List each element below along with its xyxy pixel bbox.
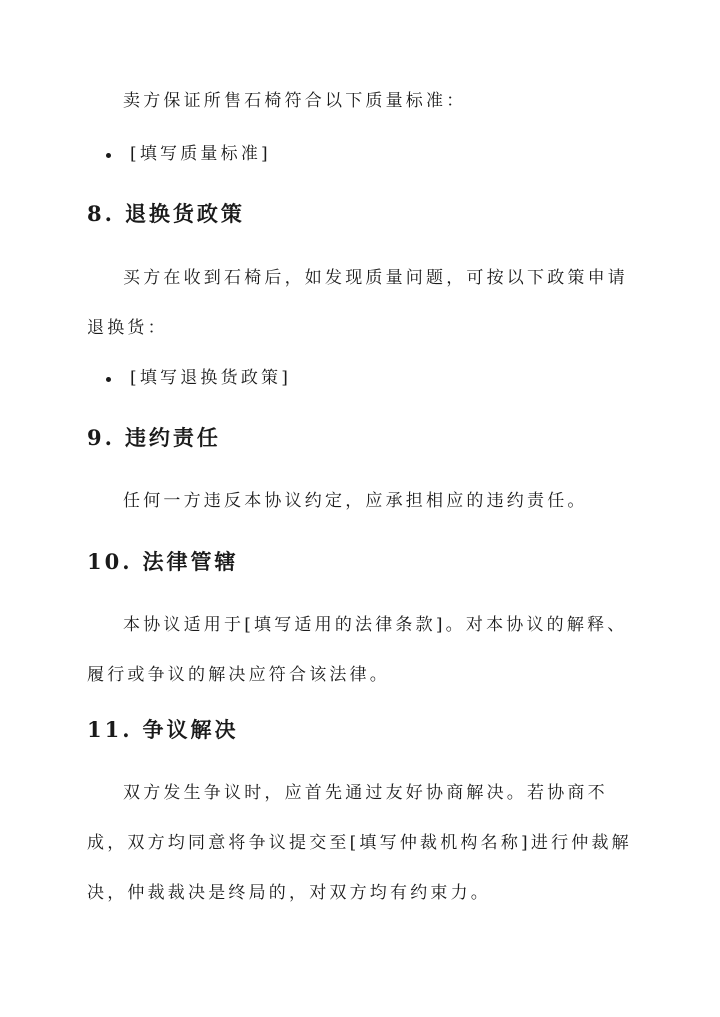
section-11-number: 11. — [87, 717, 133, 742]
section-9-number: 9. — [87, 425, 115, 450]
quality-intro-paragraph: 卖方保证所售石椅符合以下质量标准： — [123, 91, 467, 111]
section-10-heading — [87, 547, 239, 577]
quality-bullet-item — [112, 142, 271, 166]
breach-paragraph: 任何一方违反本协议约定，应承担相应的违约责任。 — [123, 491, 588, 511]
return-paragraph: 买方在收到石椅后，如发现质量问题，可按以下政策申请退换货： — [87, 268, 628, 338]
section-9-heading — [87, 423, 221, 453]
section-11-heading — [87, 715, 239, 745]
bullet-dot-icon — [106, 153, 111, 158]
section-8-number: 8. — [87, 201, 115, 226]
section-8-heading — [87, 199, 245, 229]
section-9-title: 违约责任 — [124, 425, 221, 450]
quality-bullet-text: [填写质量标准] — [130, 144, 271, 164]
section-10-title: 法律管辖 — [142, 549, 239, 574]
section-11-title: 争议解决 — [142, 717, 239, 742]
law-paragraph: 本协议适用于[填写适用的法律条款]。对本协议的解释、履行或争议的解决应符合该法律。 — [87, 615, 628, 685]
section-8-title: 退换货政策 — [124, 201, 245, 226]
dispute-paragraph: 双方发生争议时，应首先通过友好协商解决。若协商不成，双方均同意将争议提交至[填写仲裁机构名称]进行仲裁解决，仲裁裁决是终局的，对双方均有约束力。 — [87, 783, 632, 903]
bullet-dot-icon — [106, 377, 111, 382]
section-10-number: 10. — [87, 549, 133, 574]
return-bullet-text: [填写退换货政策] — [130, 368, 292, 388]
return-bullet-item — [112, 366, 291, 390]
